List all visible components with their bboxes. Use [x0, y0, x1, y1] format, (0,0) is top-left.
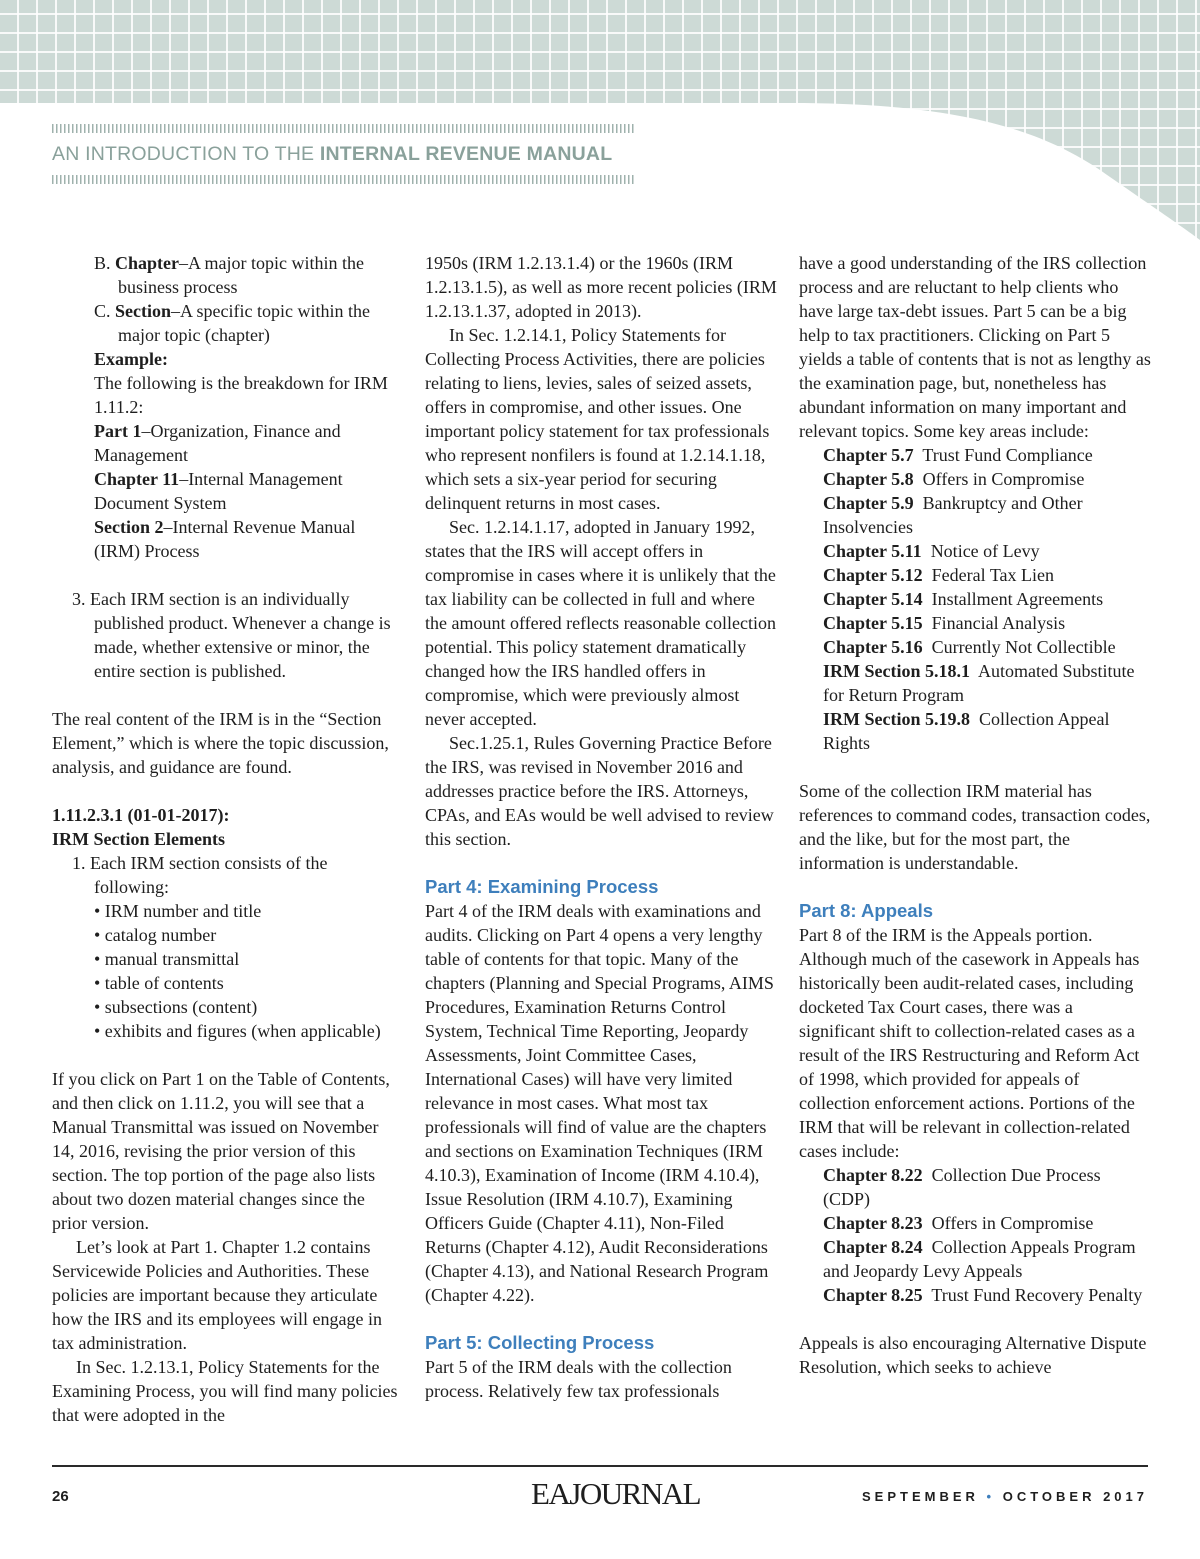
- paragraph: The real content of the IRM is in the “Section Element,” which is where the topic discussion, analysis, and guidance are found.: [52, 709, 389, 777]
- list-item: Chapter 5.15 Financial Analysis: [823, 613, 1066, 633]
- list-item: C. Section–A specific topic within the major topic (chapter): [94, 301, 370, 345]
- paragraph: If you click on Part 1 on the Table of Contents, and then click on 1.11.2, you will see that a Manual Transmittal was issued on November 14, 2016, revising the prior version of this section. The top portion of the page also lists about two dozen material changes since the prior version.: [52, 1069, 390, 1233]
- header-title-bold: INTERNAL REVENUE MANUAL: [319, 143, 613, 165]
- list-item: Chapter 5.14 Installment Agreements: [823, 589, 1104, 609]
- hierarchy-list: [52, 251, 404, 347]
- section-heading-part-4: Part 4: Examining Process: [425, 876, 659, 897]
- paragraph: 1950s (IRM 1.2.13.1.4) or the 1960s (IRM 1.2.13.1.5), as well as more recent policies (IRM 1.2.13.1.37, adopted in 2013).: [425, 253, 777, 321]
- list-item: • subsections (content): [94, 997, 258, 1017]
- column-2: [425, 251, 777, 1403]
- paragraph: Let’s look at Part 1. Chapter 1.2 contains Servicewide Policies and Authorities. These policies are important because they articulate how the IRS and its employees will engage in tax administration.: [52, 1237, 382, 1353]
- chapter-list-part-8: [799, 1163, 1151, 1307]
- list-item: Chapter 5.8 Offers in Compromise: [823, 469, 1085, 489]
- paragraph: In Sec. 1.2.14.1, Policy Statements for Collecting Process Activities, there are policies relating to liens, levies, sales of seized assets, offers in compromise, and other issues. One important policy statement for tax professionals who represent nonfilers is found at 1.2.14.1.18, which sets a six-year period for securing delinquent returns in most cases.: [425, 325, 770, 513]
- chapter-list-part-5: [799, 443, 1151, 755]
- column-1: [52, 251, 404, 1427]
- paragraph: Sec.1.25.1, Rules Governing Practice Before the IRS, was revised in November 2016 and addresses practice before the IRS. Attorneys, CPAs, and EAs would be well advised to review this section.: [425, 733, 774, 849]
- journal-logo: EAJOURNAL: [531, 1476, 701, 1511]
- issue-date: SEPTEMBER • OCTOBER 2017: [862, 1489, 1148, 1504]
- list-item: Chapter 5.12 Federal Tax Lien: [823, 565, 1055, 585]
- section-heading-part-8: Part 8: Appeals: [799, 900, 933, 921]
- paragraph: Sec. 1.2.14.1.17, adopted in January 1992, states that the IRS will accept offers in compromise in cases where it is unlikely that the tax liability can be collected in full and where the amount offered reflects reasonable collection potential. This policy statement dramatically changed how the IRS handled offers in compromise, which were previously almost never accepted.: [425, 517, 777, 729]
- list-item: Chapter 5.16 Currently Not Collectible: [823, 637, 1116, 657]
- reference-title: IRM Section Elements: [52, 829, 225, 849]
- list-item: Chapter 8.23 Offers in Compromise: [823, 1213, 1094, 1233]
- list-item: Chapter 5.11 Notice of Levy: [823, 541, 1040, 561]
- reference-heading: 1.11.2.3.1 (01-01-2017):: [52, 805, 230, 825]
- example-chapter: Chapter 11–Internal Management Document System: [94, 469, 343, 513]
- running-header: [52, 124, 634, 184]
- page-number: 26: [52, 1488, 69, 1505]
- list-item: • table of contents: [94, 973, 224, 993]
- example-section: Section 2–Internal Revenue Manual (IRM) Process: [94, 517, 356, 561]
- paragraph: Some of the collection IRM material has references to command codes, transaction codes, and the like, but for the most part, the information is understandable.: [799, 781, 1151, 873]
- list-item: IRM Section 5.19.8 Collection Appeal Rights: [823, 709, 1110, 753]
- list-item: Chapter 8.25 Trust Fund Recovery Penalty: [823, 1285, 1143, 1305]
- separator-dot-icon: •: [978, 1489, 1003, 1504]
- list-item: • catalog number: [94, 925, 217, 945]
- list-item: • IRM number and title: [94, 901, 262, 921]
- example-line: The following is the breakdown for IRM 1.11.2:: [94, 373, 388, 417]
- paragraph: Part 8 of the IRM is the Appeals portion. Although much of the casework in Appeals has historically been audit-related cases, including docketed Tax Court cases, there was a significant shift to collection-related cases as a result of the IRS Restructuring and Reform Act of 1998, which provided for appeals of collection enforcement actions. Portions of the IRM that will be relevant in collection-related cases include:: [799, 925, 1140, 1161]
- list-item: IRM Section 5.18.1 Automated Substitute for Return Program: [823, 661, 1135, 705]
- header-title: [52, 143, 634, 166]
- example-block: [52, 347, 404, 563]
- header-title-light: AN INTRODUCTION TO THE: [52, 143, 315, 165]
- list-item: Chapter 8.24 Collection Appeals Program and Jeopardy Levy Appeals: [823, 1237, 1136, 1281]
- example-label: Example:: [94, 349, 168, 369]
- example-part: Part 1–Organization, Finance and Management: [94, 421, 341, 465]
- paragraph: In Sec. 1.2.13.1, Policy Statements for the Examining Process, you will find many policies that were adopted in the: [52, 1357, 398, 1425]
- header-rule-top: [52, 124, 634, 133]
- column-3: [799, 251, 1151, 1379]
- list-item: • exhibits and figures (when applicable): [94, 1021, 381, 1041]
- paragraph: Part 4 of the IRM deals with examinations and audits. Clicking on Part 4 opens a very lengthy table of contents for that topic. Many of the chapters (Planning and Special Programs, AIMS Procedures, Examination Returns Control System, Technical Time Reporting, Jeopardy Assessments, Joint Committee Cases, International Cases) will have very limited relevance in most cases. What most tax professionals will find of value are the chapters and sections on Examination Techniques (IRM 4.10.3), Examination of Income (IRM 4.10.4), Issue Resolution (IRM 4.10.7), Examining Officers Guide (Chapter 4.11), Non-Filed Returns (Chapter 4.12), Audit Reconsiderations (Chapter 4.13), and National Research Program (Chapter 4.22).: [425, 901, 774, 1305]
- list-item: Chapter 8.22 Collection Due Process (CDP): [823, 1165, 1101, 1209]
- section-heading-part-5: Part 5: Collecting Process: [425, 1332, 655, 1353]
- paragraph: Part 5 of the IRM deals with the collection process. Relatively few tax professionals: [425, 1357, 732, 1401]
- bullet-list: [52, 899, 404, 1043]
- footer-rule: [52, 1465, 1148, 1467]
- paragraph: Appeals is also encouraging Alternative Dispute Resolution, which seeks to achieve: [799, 1333, 1147, 1377]
- list-item: • manual transmittal: [94, 949, 240, 969]
- list-item: Chapter 5.7 Trust Fund Compliance: [823, 445, 1093, 465]
- numbered-item-1: 1. Each IRM section consists of the following:: [72, 853, 328, 897]
- list-item: Chapter 5.9 Bankruptcy and Other Insolvencies: [823, 493, 1083, 537]
- header-rule-bottom: [52, 175, 634, 184]
- paragraph: have a good understanding of the IRS collection process and are reluctant to help clients who have large tax-debt issues. Part 5 can be a big help to tax practitioners. Clicking on Part 5 yields a table of contents that is not as lengthy as the examination page, but, nonetheless has abundant information on many important and relevant topics. Some key areas include:: [799, 253, 1151, 441]
- numbered-item-3: 3. Each IRM section is an individually published product. Whenever a change is made, whether extensive or minor, the entire section is published.: [72, 589, 391, 681]
- list-item: B. Chapter–A major topic within the business process: [94, 253, 364, 297]
